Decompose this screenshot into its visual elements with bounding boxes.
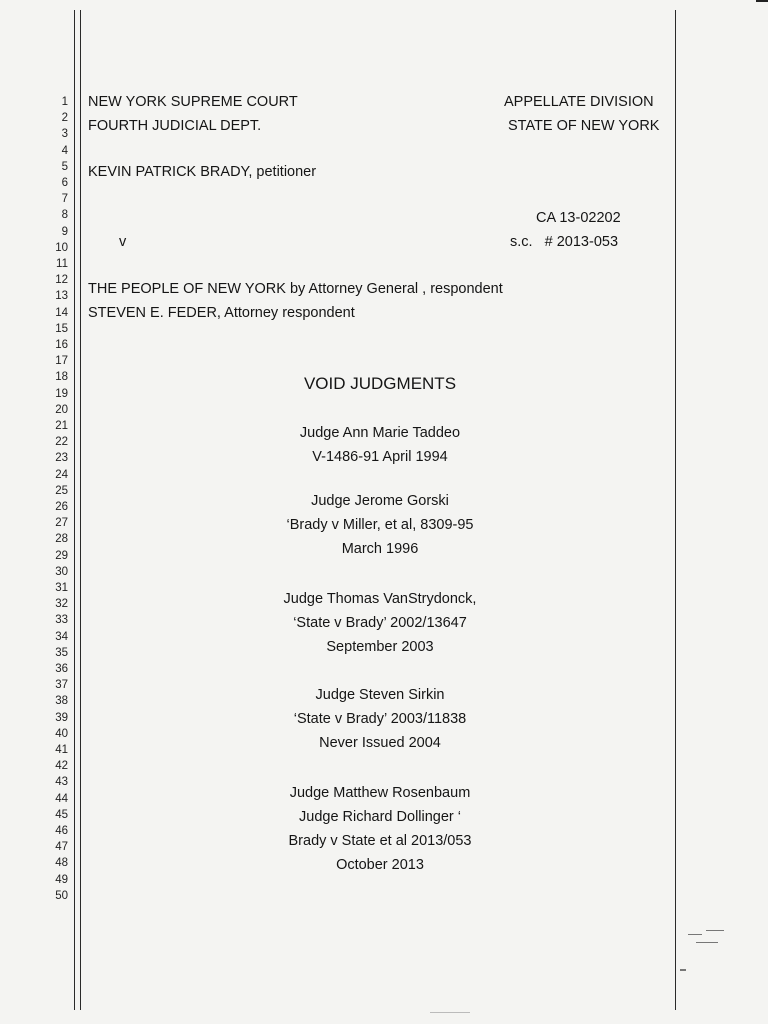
line-number: 46	[55, 825, 68, 837]
respondent-line: THE PEOPLE OF NEW YORK by Attorney General , respondent	[88, 281, 503, 297]
line-number: 8	[61, 209, 68, 222]
line-number: 7	[61, 193, 68, 206]
scan-edge-mark	[756, 0, 768, 2]
sc-number: s.c. # 2013-053	[510, 234, 619, 250]
line-number: 39	[55, 711, 68, 724]
versus-marker: v	[119, 234, 127, 250]
line-number: 29	[55, 549, 68, 562]
line-number: 47	[55, 841, 68, 854]
line-number: 42	[55, 760, 68, 773]
line-number: 21	[55, 420, 68, 432]
line-number: 44	[55, 792, 68, 805]
line-number: 43	[55, 776, 68, 789]
judgment-line: Judge Matthew Rosenbaum	[289, 785, 471, 801]
judgment-line: Judge Jerome Gorski	[311, 493, 449, 509]
division-state: STATE OF NEW YORK	[508, 118, 660, 134]
line-number: 11	[56, 258, 68, 270]
scan-speck	[696, 942, 718, 943]
judgment-line: Brady v State et al 2013/053	[288, 833, 472, 849]
line-number: 33	[55, 614, 68, 627]
line-number: 25	[55, 484, 68, 497]
line-number: 19	[55, 387, 68, 400]
line-number: 31	[55, 582, 68, 594]
judgment-line: Judge Richard Dollinger ‘	[299, 809, 461, 825]
line-number: 10	[55, 241, 68, 254]
line-number: 18	[55, 371, 68, 384]
line-number: 16	[55, 339, 68, 351]
line-number: 9	[61, 225, 68, 238]
line-number: 48	[55, 857, 68, 870]
line-number: 15	[55, 322, 68, 335]
line-number: 45	[55, 808, 68, 821]
court-name: NEW YORK SUPREME COURT	[88, 94, 298, 110]
line-number: 23	[55, 452, 68, 465]
line-number: 27	[55, 517, 68, 530]
line-number: 6	[61, 177, 68, 189]
judgment-line: September 2003	[326, 639, 434, 655]
judgment-line: ‘State v Brady’ 2003/11838	[293, 711, 467, 727]
line-number: 24	[55, 468, 68, 481]
line-number: 4	[61, 144, 68, 157]
line-number: 50	[55, 889, 68, 902]
line-number: 40	[55, 727, 68, 740]
left-margin-rule	[74, 10, 75, 1010]
line-number: 26	[55, 501, 68, 513]
judgment-line: ‘State v Brady’ 2002/13647	[293, 615, 467, 631]
case-number: CA 13-02202	[536, 210, 621, 226]
scan-speck	[706, 930, 724, 931]
line-number: 12	[55, 274, 68, 287]
left-margin-rule-double	[80, 10, 81, 1010]
judgment-line: Never Issued 2004	[319, 735, 441, 751]
line-number: 2	[61, 112, 68, 125]
judgment-line: October 2013	[336, 857, 424, 873]
line-number: 13	[55, 290, 68, 303]
line-number: 22	[55, 436, 68, 449]
line-number: 30	[55, 565, 68, 578]
judgment-line: V-1486-91 April 1994	[312, 449, 448, 465]
line-number: 36	[55, 663, 68, 675]
line-number: 28	[55, 533, 68, 546]
judgment-line: ‘Brady v Miller, et al, 8309-95	[286, 517, 474, 533]
line-number: 3	[61, 128, 68, 141]
line-number: 1	[61, 96, 68, 108]
line-number: 17	[55, 355, 68, 368]
line-number: 49	[55, 873, 68, 886]
judgment-line: Judge Steven Sirkin	[315, 687, 445, 703]
judgment-line: Judge Ann Marie Taddeo	[299, 425, 461, 441]
line-number: 32	[55, 598, 68, 611]
scan-speck	[688, 934, 702, 935]
attorney-line: STEVEN E. FEDER, Attorney respondent	[88, 305, 355, 321]
scan-speck	[680, 969, 686, 971]
judgment-line: Judge Thomas VanStrydonck,	[283, 591, 477, 607]
line-number: 14	[55, 306, 68, 319]
line-number: 34	[55, 630, 68, 643]
document-title: VOID JUDGMENTS	[303, 374, 457, 393]
line-number: 37	[55, 679, 68, 692]
line-number: 5	[61, 160, 68, 173]
scan-speck	[430, 1012, 470, 1013]
petitioner-line: KEVIN PATRICK BRADY, petitioner	[88, 164, 317, 180]
line-number: 35	[55, 646, 68, 659]
line-number: 41	[55, 744, 68, 756]
right-margin-rule	[675, 10, 676, 1010]
division-name: APPELLATE DIVISION	[504, 94, 654, 110]
judgment-line: March 1996	[341, 541, 419, 557]
line-number: 38	[55, 695, 68, 708]
court-department: FOURTH JUDICIAL DEPT.	[88, 118, 262, 134]
line-number: 20	[55, 403, 68, 416]
